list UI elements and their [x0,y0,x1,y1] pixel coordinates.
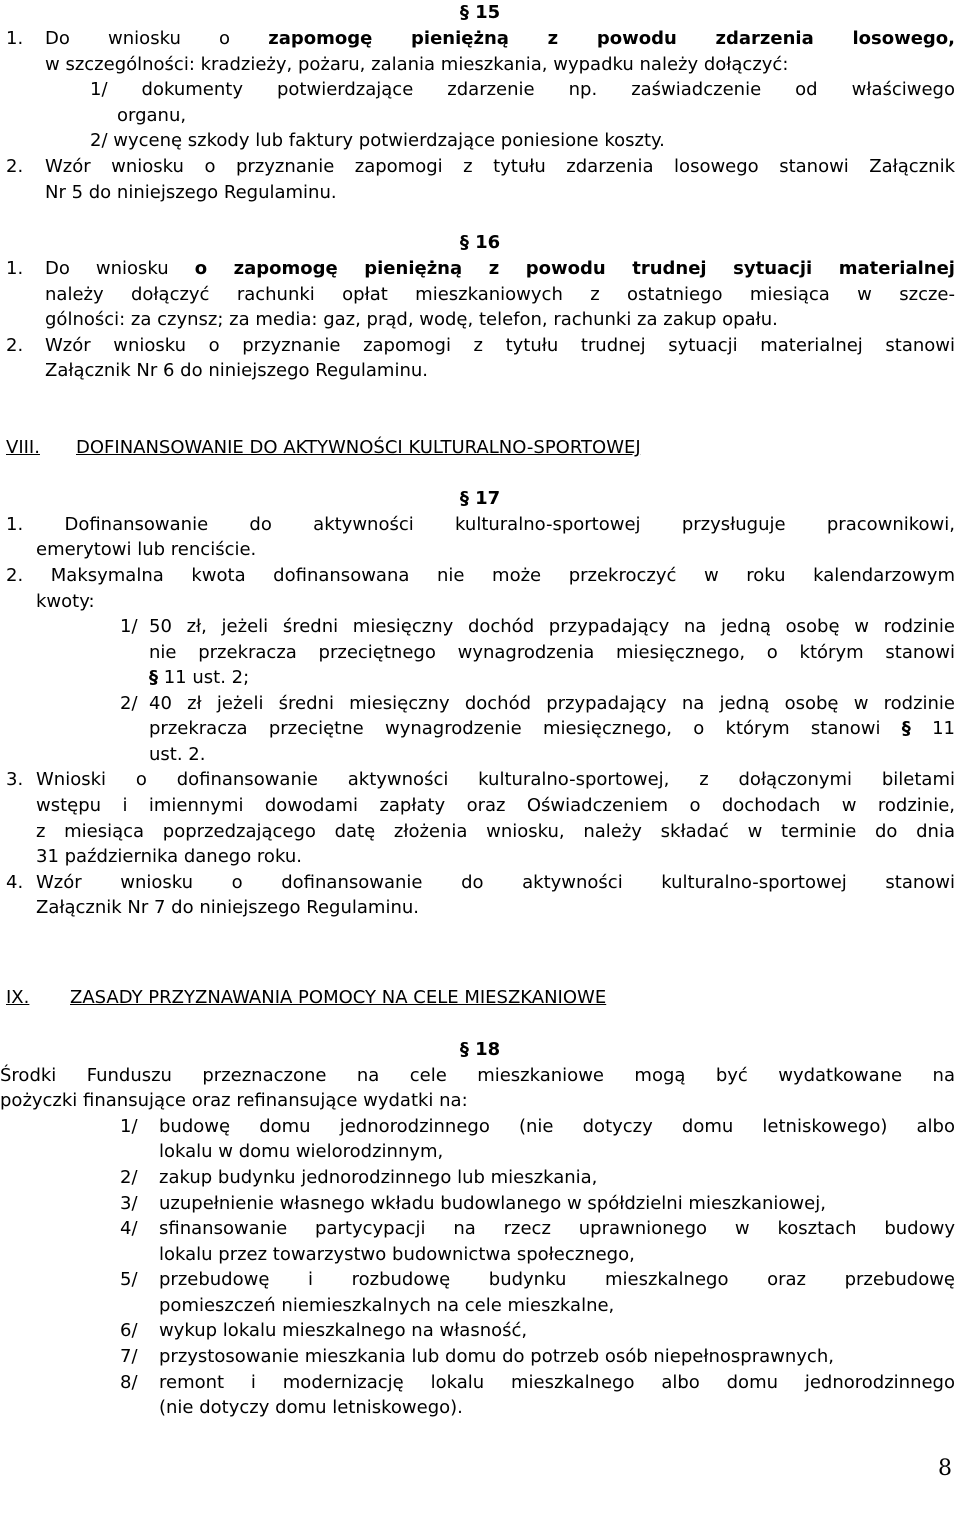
s16-p1-bold: o zapomogę pieniężną z powodu trudnej sytuacji materialnej [194,258,955,279]
s18-item-line1: sfinansowanie partycypacji na rzecz uprawnionego w kosztach budowy [159,1218,955,1239]
s17-p2-line1: 2. Maksymalna kwota dofinansowana nie może przekroczyć w roku kalendarzowym [6,565,955,586]
s18-item-number: 4/ [120,1218,138,1239]
s16-p2-line1: Wzór wniosku o przyznanie zapomogi z tytułu trudnej sytuacji materialnej stanowi [45,335,955,356]
s15-p2-number: 2. [6,156,24,177]
s18-item-number: 3/ [120,1193,138,1214]
s17-item1-ref: 11 ust. 2; [163,667,250,688]
s15-p1-item1-line1: 1/ dokumenty potwierdzające zdarzenie np. zaświadczenie od właściwego [90,79,955,100]
section-symbol: § [459,488,469,509]
section-symbol: § [459,1039,469,1060]
s18-intro-line1: Środki Funduszu przeznaczone na cele mieszkaniowe mogą być wydatkowane na [0,1065,955,1086]
s18-item-number: 1/ [120,1116,138,1137]
s17-p1-line1: 1. Dofinansowanie do aktywności kulturalno-sportowej przysługuje pracownikowi, [6,514,955,535]
s17-item1-line1: 50 zł, jeżeli średni miesięczny dochód przypadający na jedną osobę w rodzinie [149,616,955,637]
chapter-9-number: IX. [6,987,30,1008]
s17-p3-number: 3. [6,769,24,790]
s17-item2-ref: 11 [932,718,955,739]
section-symbol: § [901,718,911,739]
s15-p1-item2: 2/ wycenę szkody lub faktury potwierdzające poniesione koszty. [90,130,665,151]
s18-item-line1: przebudowę i rozbudowę budynku mieszkalnego oraz przebudowę [159,1269,955,1290]
section-number: 16 [475,232,501,253]
section-number: 18 [475,1039,501,1060]
s18-item-line1: przystosowanie mieszkania lub domu do potrzeb osób niepełnosprawnych, [159,1346,834,1367]
s17-p3-line1: Wnioski o dofinansowanie aktywności kulturalno-sportowej, z dołączonymi biletami [36,769,955,790]
s15-p2-line2: Nr 5 do niniejszego Regulaminu. [45,182,337,203]
s17-p4-line1: Wzór wniosku o dofinansowanie do aktywności kulturalno-sportowej stanowi [36,872,955,893]
chapter-9-title: ZASADY PRZYZNAWANIA POMOCY NA CELE MIESZKANIOWE [70,987,607,1008]
s16-p1-line3: gólności: za czynsz; za media: gaz, prąd, wodę, telefon, rachunki za zakup opału. [45,309,778,330]
s17-item2-line2 [149,716,955,742]
s16-p1-line1 [45,256,955,282]
s17-p1-line2: emerytowi lub renciście. [36,539,257,560]
s15-p1-line1 [45,26,955,52]
s18-item-number: 6/ [120,1320,138,1341]
chapter-8-number: VIII. [6,437,40,458]
s18-intro-line2: pożyczki finansujące oraz refinansujące wydatki na: [0,1090,468,1111]
page-number: 8 [938,1456,952,1481]
section-15-heading [0,0,960,26]
s18-item-line2: (nie dotyczy domu letniskowego). [159,1397,463,1418]
s17-p3-line3: z miesiąca poprzedzającego datę złożenia wniosku, należy składać w terminie do dnia [36,821,955,842]
s16-p1-number: 1. [6,258,24,279]
s18-item-number: 5/ [120,1269,138,1290]
s15-p1-item1-line2: organu, [117,105,187,126]
s18-item-line1: uzupełnienie własnego wkładu budowlanego w spółdzielni mieszkaniowej, [159,1193,826,1214]
s18-item-line1: remont i modernizację lokalu mieszkalnego albo domu jednorodzinnego [159,1372,955,1393]
s17-item2-line1: 40 zł jeżeli średni miesięczny dochód przypadający na jedną osobę w rodzinie [149,693,955,714]
s18-item-line1: zakup budynku jednorodzinnego lub mieszkania, [159,1167,598,1188]
s16-p1-pre: Do wniosku [45,258,195,279]
s17-p2-line2: kwoty: [36,591,95,612]
s17-item1-number: 1/ [120,616,138,637]
s18-item-line2: lokalu w domu wielorodzinnym, [159,1141,444,1162]
s18-item-number: 8/ [120,1372,138,1393]
s17-item1-line3 [149,665,249,691]
s18-item-number: 7/ [120,1346,138,1367]
s18-item-line2: lokalu przez towarzystwo budownictwa społecznego, [159,1244,635,1265]
s18-item-number: 2/ [120,1167,138,1188]
s17-item2-line2-text: przekracza przeciętne wynagrodzenie miesięcznego, o którym stanowi [149,718,881,739]
s16-p2-line2: Załącznik Nr 6 do niniejszego Regulaminu. [45,360,428,381]
section-16-heading [0,230,960,256]
section-symbol: § [459,232,469,253]
section-number: 17 [475,488,501,509]
section-symbol: § [459,2,469,23]
s16-p2-number: 2. [6,335,24,356]
s18-item-line1: budowę domu jednorodzinnego (nie dotyczy domu letniskowego) albo [159,1116,955,1137]
s17-item2-line3: ust. 2. [149,744,206,765]
chapter-8-title: DOFINANSOWANIE DO AKTYWNOŚCI KULTURALNO-SPORTOWEJ [76,437,641,458]
section-17-heading [0,486,960,512]
s15-p1-line2: w szczególności: kradzieży, pożaru, zalania mieszkania, wypadku należy dołączyć: [45,54,789,75]
s16-p1-line2: należy dołączyć rachunki opłat mieszkaniowych z ostatniego miesiąca w szcze- [45,284,955,305]
s15-p1-bold: zapomogę pieniężną z powodu zdarzenia losowego, [268,28,955,49]
s17-p3-line2: wstępu i imiennymi dowodami zapłaty oraz Oświadczeniem o dochodach w rodzinie, [36,795,955,816]
section-number: 15 [475,2,501,23]
s17-item1-line2: nie przekracza przeciętnego wynagrodzenia miesięcznego, o którym stanowi [149,642,955,663]
s18-item-line2: pomieszczeń niemieszkalnych na cele mieszkalne, [159,1295,615,1316]
s17-p4-line2: Załącznik Nr 7 do niniejszego Regulaminu. [36,897,419,918]
s15-p1-number: 1. [6,28,24,49]
s17-item2-number: 2/ [120,693,138,714]
s15-p2-line1: Wzór wniosku o przyznanie zapomogi z tytułu zdarzenia losowego stanowi Załącznik [45,156,955,177]
section-symbol: § [149,667,158,688]
s15-p1-pre: Do wniosku o [45,28,269,49]
s17-p4-number: 4. [6,872,24,893]
section-18-heading [0,1037,960,1063]
s18-item-line1: wykup lokalu mieszkalnego na własność, [159,1320,528,1341]
s17-p3-line4: 31 października danego roku. [36,846,302,867]
